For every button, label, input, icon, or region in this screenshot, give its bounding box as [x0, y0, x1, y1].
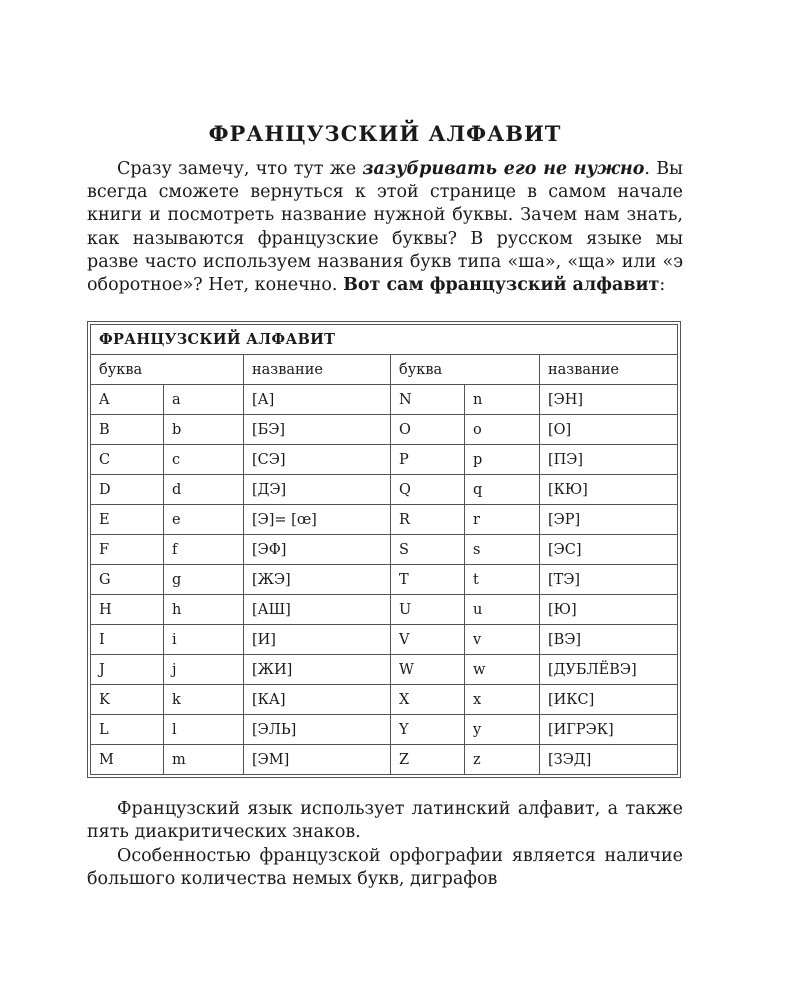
intro-text-start: Сразу замечу, что тут же: [117, 159, 363, 179]
upper-letter-cell: J: [91, 655, 164, 685]
letter-name-cell: [ЭЛЬ]: [244, 715, 391, 745]
intro-text-middle: . Вы всегда сможете вернуться к этой странице в самом начале книги и посмотреть название нужной буквы. Зачем нам знать, как называются французские буквы? В русском языке мы разве часто используем названия букв типа «ша», «ща» или «э оборотное»? Нет, конечно.: [87, 159, 683, 296]
table-row: [91, 445, 678, 475]
lower-letter-cell: n: [465, 385, 540, 415]
lower-letter-cell: e: [164, 505, 244, 535]
table-row: [91, 625, 678, 655]
letter-name-cell: [БЭ]: [244, 415, 391, 445]
lower-letter-cell: t: [465, 565, 540, 595]
lower-letter-cell: a: [164, 385, 244, 415]
letter-name-cell: [ДЭ]: [244, 475, 391, 505]
upper-letter-cell: T: [391, 565, 465, 595]
lower-letter-cell: x: [465, 685, 540, 715]
table-row: [91, 745, 678, 775]
letter-name-cell: [ЭР]: [540, 505, 678, 535]
table-row: [91, 715, 678, 745]
table-header-row: [91, 355, 678, 385]
letter-name-cell: [ПЭ]: [540, 445, 678, 475]
lower-letter-cell: u: [465, 595, 540, 625]
upper-letter-cell: H: [91, 595, 164, 625]
letter-name-cell: [ЭФ]: [244, 535, 391, 565]
upper-letter-cell: P: [391, 445, 465, 475]
lower-letter-cell: p: [465, 445, 540, 475]
table-row: [91, 415, 678, 445]
lower-letter-cell: j: [164, 655, 244, 685]
paragraph-latin-alphabet: Французский язык использует латинский алфавит, а также пять диакритических знаков.: [87, 799, 683, 843]
lower-letter-cell: m: [164, 745, 244, 775]
upper-letter-cell: F: [91, 535, 164, 565]
lower-letter-cell: w: [465, 655, 540, 685]
letter-name-cell: [ДУБЛЁВЭ]: [540, 655, 678, 685]
upper-letter-cell: C: [91, 445, 164, 475]
upper-letter-cell: G: [91, 565, 164, 595]
letter-name-cell: [КЮ]: [540, 475, 678, 505]
paragraph-orthography: Особенностью французской орфографии является наличие большого количества немых букв, диграфов: [87, 845, 683, 889]
lower-letter-cell: h: [164, 595, 244, 625]
lower-letter-cell: c: [164, 445, 244, 475]
header-name-right: название: [540, 355, 678, 385]
page-title: ФРАНЦУЗСКИЙ АЛФАВИТ: [208, 121, 562, 146]
table-row: [91, 655, 678, 685]
lower-letter-cell: d: [164, 475, 244, 505]
lower-letter-cell: f: [164, 535, 244, 565]
upper-letter-cell: B: [91, 415, 164, 445]
lower-letter-cell: y: [465, 715, 540, 745]
lower-letter-cell: g: [164, 565, 244, 595]
upper-letter-cell: A: [91, 385, 164, 415]
upper-letter-cell: E: [91, 505, 164, 535]
header-name-left: название: [244, 355, 391, 385]
lower-letter-cell: i: [164, 625, 244, 655]
letter-name-cell: [ЖИ]: [244, 655, 391, 685]
intro-paragraph: [87, 158, 683, 297]
letter-name-cell: [ЭМ]: [244, 745, 391, 775]
intro-colon: :: [659, 275, 666, 296]
upper-letter-cell: Y: [391, 715, 465, 745]
table-caption-row: [91, 325, 678, 355]
upper-letter-cell: V: [391, 625, 465, 655]
table-row: [91, 685, 678, 715]
letter-name-cell: [О]: [540, 415, 678, 445]
table-row: [91, 505, 678, 535]
letter-name-cell: [ТЭ]: [540, 565, 678, 595]
upper-letter-cell: O: [391, 415, 465, 445]
table-caption: ФРАНЦУЗСКИЙ АЛФАВИТ: [91, 325, 678, 355]
table-row: [91, 565, 678, 595]
upper-letter-cell: Q: [391, 475, 465, 505]
header-letter-left: буква: [91, 355, 244, 385]
intro-emphasis: зазубривать его не нужно: [362, 159, 645, 179]
upper-letter-cell: U: [391, 595, 465, 625]
upper-letter-cell: Z: [391, 745, 465, 775]
alphabet-table-frame: [87, 321, 681, 778]
lower-letter-cell: q: [465, 475, 540, 505]
intro-bold-lead: Вот сам французский алфавит: [343, 275, 660, 296]
letter-name-cell: [Э]= [œ]: [244, 505, 391, 535]
table-row: [91, 535, 678, 565]
lower-letter-cell: s: [465, 535, 540, 565]
lower-letter-cell: r: [465, 505, 540, 535]
letter-name-cell: [ЖЭ]: [244, 565, 391, 595]
letter-name-cell: [АШ]: [244, 595, 391, 625]
letter-name-cell: [КА]: [244, 685, 391, 715]
letter-name-cell: [ВЭ]: [540, 625, 678, 655]
lower-letter-cell: v: [465, 625, 540, 655]
letter-name-cell: [И]: [244, 625, 391, 655]
upper-letter-cell: M: [91, 745, 164, 775]
lower-letter-cell: l: [164, 715, 244, 745]
letter-name-cell: [СЭ]: [244, 445, 391, 475]
table-row: [91, 475, 678, 505]
letter-name-cell: [Ю]: [540, 595, 678, 625]
header-letter-right: буква: [391, 355, 540, 385]
upper-letter-cell: I: [91, 625, 164, 655]
upper-letter-cell: K: [91, 685, 164, 715]
lower-letter-cell: o: [465, 415, 540, 445]
letter-name-cell: [ЭС]: [540, 535, 678, 565]
book-page: [87, 120, 683, 891]
upper-letter-cell: W: [391, 655, 465, 685]
alphabet-table: [90, 324, 678, 775]
table-row: [91, 595, 678, 625]
letter-name-cell: [ЭН]: [540, 385, 678, 415]
letter-name-cell: [ЗЭД]: [540, 745, 678, 775]
table-row: [91, 385, 678, 415]
upper-letter-cell: L: [91, 715, 164, 745]
upper-letter-cell: N: [391, 385, 465, 415]
letter-name-cell: [А]: [244, 385, 391, 415]
upper-letter-cell: S: [391, 535, 465, 565]
upper-letter-cell: R: [391, 505, 465, 535]
upper-letter-cell: D: [91, 475, 164, 505]
upper-letter-cell: X: [391, 685, 465, 715]
lower-letter-cell: b: [164, 415, 244, 445]
lower-letter-cell: k: [164, 685, 244, 715]
letter-name-cell: [ИКС]: [540, 685, 678, 715]
letter-name-cell: [ИГРЭК]: [540, 715, 678, 745]
lower-letter-cell: z: [465, 745, 540, 775]
